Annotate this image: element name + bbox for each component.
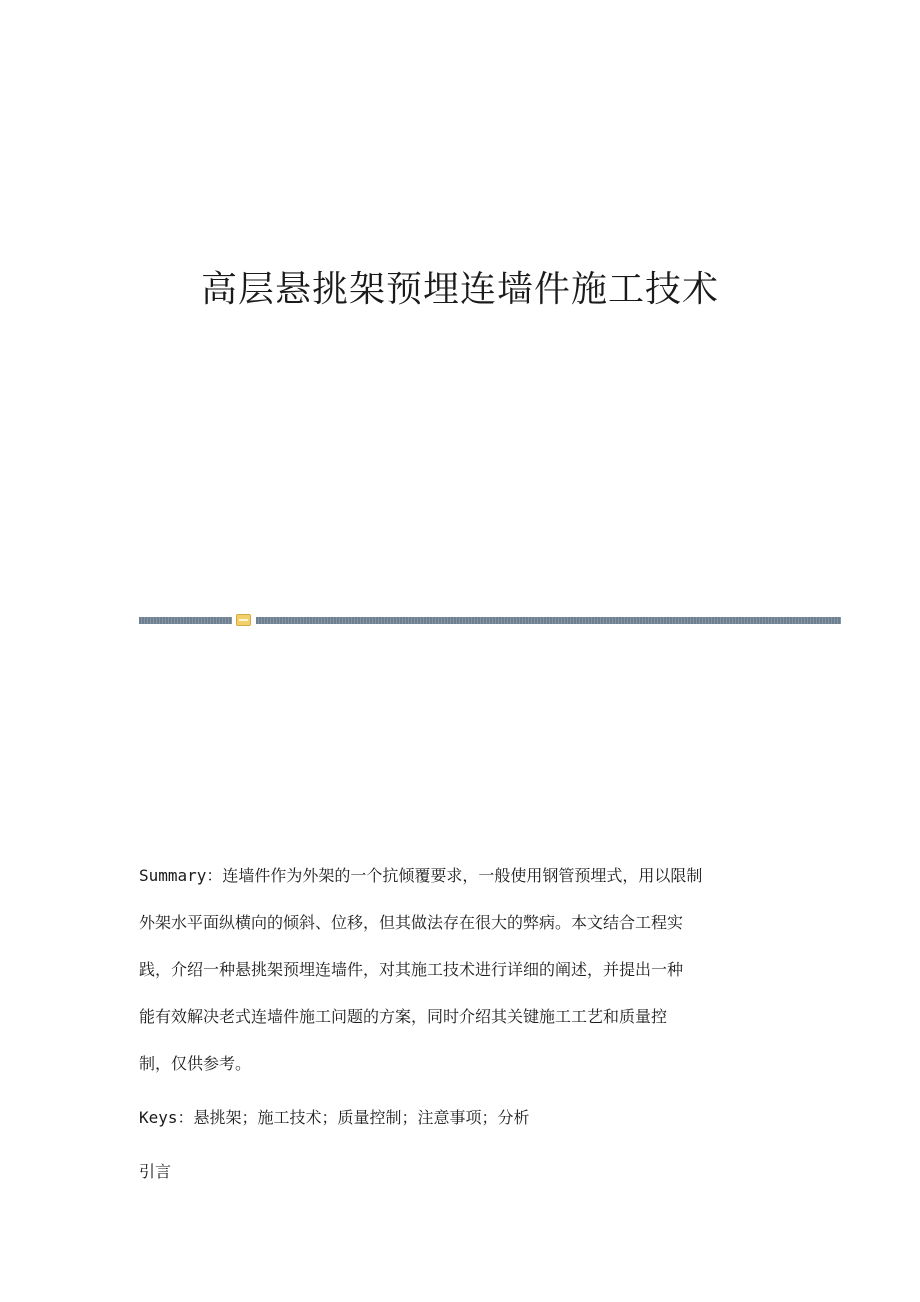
section-heading-introduction: 引言: [139, 1162, 172, 1181]
document-title: 高层悬挑架预埋连墙件施工技术: [200, 269, 719, 310]
summary-line: 践，介绍一种悬挑架预埋连墙件，对其施工技术进行详细的阐述，并提出一种: [139, 960, 684, 979]
summary-line: 外架水平面纵横向的倾斜、位移，但其做法存在很大的弊病。本文结合工程实: [139, 913, 684, 932]
summary-paragraph: [139, 852, 784, 1087]
divider-emblem-icon: [236, 614, 251, 626]
divider-bar-right: [256, 617, 841, 624]
summary-line: Summary：连墙件作为外架的一个抗倾覆要求，一般使用钢管预埋式，用以限制: [139, 866, 703, 885]
summary-line: 制，仅供参考。: [139, 1054, 252, 1073]
summary-line: 能有效解决老式连墙件施工问题的方案，同时介绍其关键施工工艺和质量控: [139, 1007, 668, 1026]
decorative-divider: [139, 614, 841, 626]
divider-bar-left: [139, 617, 232, 624]
keywords-line: Keys：悬挑架；施工技术；质量控制；注意事项；分析: [139, 1108, 530, 1127]
